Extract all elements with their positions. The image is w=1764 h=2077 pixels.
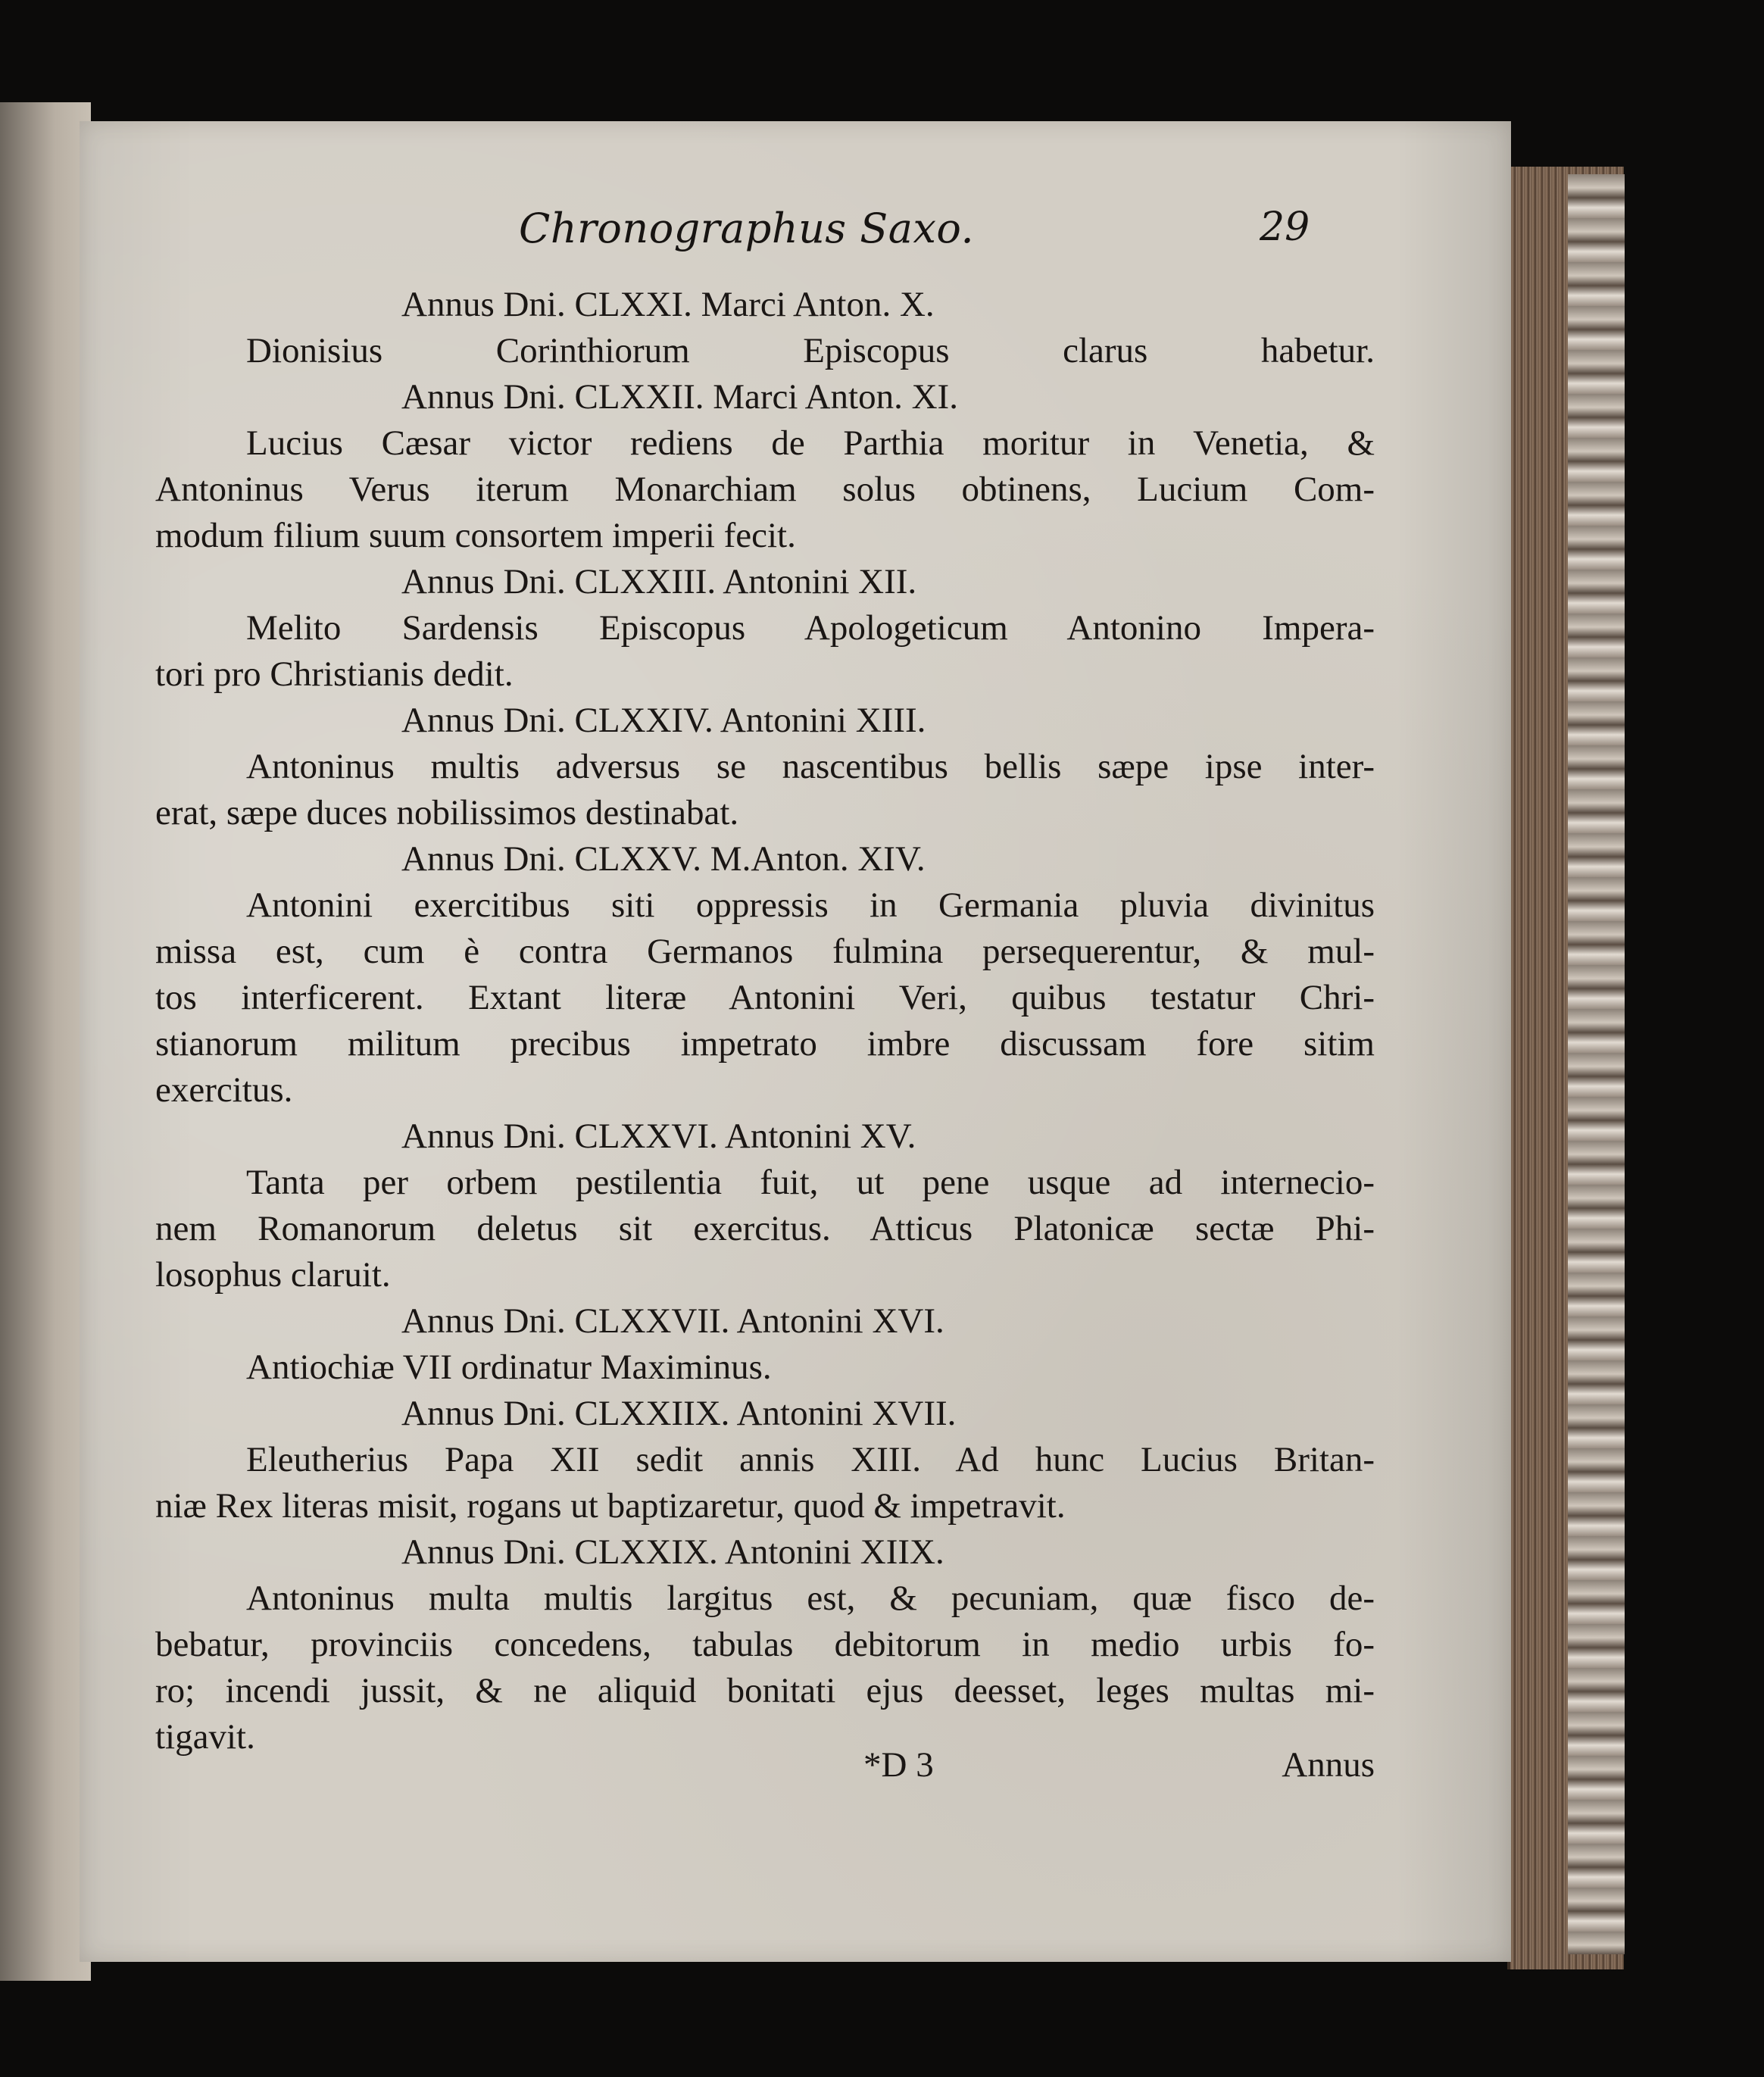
paragraph-line: stianorum militum precibus impetrato imbre discussam fore sitim — [155, 1024, 1375, 1063]
year-heading: Annus Dni. CLXXIII. Antonini XII. — [401, 562, 917, 601]
year-heading: Annus Dni. CLXXVI. Antonini XV. — [401, 1117, 916, 1156]
year-heading: Annus Dni. CLXXIV. Antonini XIII. — [401, 701, 926, 740]
paragraph-last-line: losophus claruit. — [155, 1255, 391, 1295]
paragraph-last-line: erat, sæpe duces nobilissimos destinabat. — [155, 793, 739, 832]
paragraph-first-line: Lucius Cæsar victor rediens de Parthia moritur in Venetia, & — [246, 423, 1375, 463]
paragraph-last-line: tigavit. — [155, 1717, 255, 1757]
paragraph-first-line: Eleutherius Papa XII sedit annis XIII. Ad hunc Lucius Britan- — [246, 1440, 1375, 1479]
page-number: 29 — [1260, 205, 1310, 250]
year-heading: Annus Dni. CLXXV. M.Anton. XIV. — [401, 839, 926, 879]
paragraph-line: ro; incendi jussit, & ne aliquid bonitati ejus deesset, leges multas mi- — [155, 1671, 1375, 1710]
catchword: Annus — [1282, 1745, 1375, 1785]
paragraph-first-line: Antoninus multis adversus se nascentibus bellis sæpe ipse inter- — [246, 747, 1375, 786]
paragraph-last-line: exercitus. — [155, 1070, 293, 1110]
paragraph-first-line: Tanta per orbem pestilentia fuit, ut pene usque ad internecio- — [246, 1163, 1375, 1202]
paragraph-line: Antoninus Verus iterum Monarchiam solus obtinens, Lucium Com- — [155, 470, 1375, 509]
paragraph-line: bebatur, provinciis concedens, tabulas debitorum in medio urbis fo- — [155, 1625, 1375, 1664]
paragraph-first-line: Dionisius Corinthiorum Episcopus clarus habetur. — [246, 331, 1375, 370]
book-cover-edge — [1568, 174, 1625, 1954]
signature-mark: *D 3 — [863, 1745, 934, 1785]
book-page — [80, 121, 1511, 1962]
paragraph-line: nem Romanorum deletus sit exercitus. Atticus Platonicæ sectæ Phi- — [155, 1209, 1375, 1248]
year-heading: Annus Dni. CLXXII. Marci Anton. XI. — [401, 377, 958, 417]
year-heading: Annus Dni. CLXXI. Marci Anton. X. — [401, 285, 935, 324]
previous-page-edge — [0, 102, 91, 1981]
paragraph-first-line: Antiochiæ VII ordinatur Maximinus. — [246, 1348, 772, 1387]
body-text — [155, 282, 1375, 1760]
paragraph-first-line: Melito Sardensis Episcopus Apologeticum Antonino Impera- — [246, 608, 1375, 648]
paragraph-line: missa est, cum è contra Germanos fulmina persequerentur, & mul- — [155, 932, 1375, 971]
running-title: Chronographus Saxo. — [519, 205, 975, 252]
page-footer — [155, 1744, 1375, 1791]
paragraph-line: tos interficerent. Extant literæ Antonini Veri, quibus testatur Chri- — [155, 978, 1375, 1017]
paragraph-last-line: tori pro Christianis dedit. — [155, 654, 514, 694]
paragraph-first-line: Antoninus multa multis largitus est, & pecuniam, quæ fisco de- — [246, 1579, 1375, 1618]
year-heading: Annus Dni. CLXXIIX. Antonini XVII. — [401, 1394, 957, 1433]
paragraph-first-line: Antonini exercitibus siti oppressis in Germania pluvia divinitus — [246, 885, 1375, 925]
paragraph-last-line: niæ Rex literas misit, rogans ut baptizaretur, quod & impetravit. — [155, 1486, 1066, 1526]
year-heading: Annus Dni. CLXXVII. Antonini XVI. — [401, 1301, 944, 1341]
paragraph-last-line: modum filium suum consortem imperii fecit. — [155, 516, 796, 555]
year-heading: Annus Dni. CLXXIX. Antonini XIIX. — [401, 1532, 944, 1572]
